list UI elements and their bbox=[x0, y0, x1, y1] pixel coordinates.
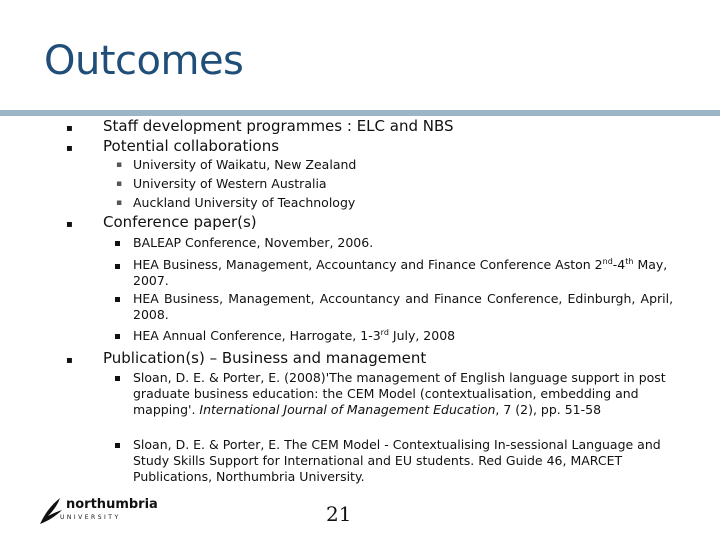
sub-bullet-icon: ▪ bbox=[116, 198, 123, 208]
bullet-staff-development: Staff development programmes : ELC and NBS bbox=[103, 117, 454, 135]
bullet-icon: ▪ bbox=[66, 355, 73, 366]
collab-item: University of Western Australia bbox=[133, 176, 327, 191]
publication-item-line: Sloan, D. E. & Porter, E. The CEM Model - Contextualising In-sessional Language and bbox=[133, 437, 661, 452]
page-number: 21 bbox=[326, 502, 352, 526]
bullet-conference-papers: Conference paper(s) bbox=[103, 213, 257, 231]
northumbria-logo bbox=[38, 494, 158, 526]
collab-item: University of Waikatu, New Zealand bbox=[133, 157, 357, 172]
bullet-icon: ▪ bbox=[66, 219, 73, 230]
publication-item-line: mapping'. International Journal of Management Education, 7 (2), pp. 51-58 bbox=[133, 402, 602, 417]
conference-item-continued: 2007. bbox=[133, 273, 169, 288]
square-bullet-icon bbox=[115, 241, 120, 246]
conference-item: HEA Business, Management, Accountancy and Finance Conference, Edinburgh, April, bbox=[133, 291, 674, 306]
title-divider bbox=[0, 110, 720, 116]
bullet-publications: Publication(s) – Business and management bbox=[103, 349, 427, 367]
square-bullet-icon bbox=[115, 264, 120, 269]
slide-title: Outcomes bbox=[44, 38, 244, 84]
collab-item: Auckland University of Teachnology bbox=[133, 195, 356, 210]
publication-item-line: Sloan, D. E. & Porter, E. (2008)'The management of English language support in post bbox=[133, 370, 666, 385]
publication-item-line: Study Skills Support for International and EU students. Red Guide 46, MARCET bbox=[133, 453, 623, 468]
bullet-icon: ▪ bbox=[66, 123, 73, 134]
publication-item-line: Publications, Northumbria University. bbox=[133, 469, 365, 484]
sub-bullet-icon: ▪ bbox=[116, 179, 123, 189]
bullet-icon: ▪ bbox=[66, 143, 73, 154]
sub-bullet-icon: ▪ bbox=[116, 160, 123, 170]
northumbria-logo-mark-icon bbox=[38, 494, 66, 526]
publication-item-line: graduate business education: the CEM Model (contextualisation, embedding and bbox=[133, 386, 639, 401]
square-bullet-icon bbox=[115, 376, 120, 381]
square-bullet-icon bbox=[115, 443, 120, 448]
logo-wordmark: northumbria bbox=[66, 497, 158, 512]
conference-item: HEA Business, Management, Accountancy and Finance Conference Aston 2nd-4th May, bbox=[133, 257, 668, 273]
conference-item: BALEAP Conference, November, 2006. bbox=[133, 235, 374, 250]
bullet-collaborations: Potential collaborations bbox=[103, 137, 280, 155]
conference-item-continued: 2008. bbox=[133, 307, 169, 322]
conference-item: HEA Annual Conference, Harrogate, 1-3rd July, 2008 bbox=[133, 328, 456, 344]
square-bullet-icon bbox=[115, 334, 120, 339]
square-bullet-icon bbox=[115, 297, 120, 302]
logo-subtext: UNIVERSITY bbox=[60, 514, 121, 521]
